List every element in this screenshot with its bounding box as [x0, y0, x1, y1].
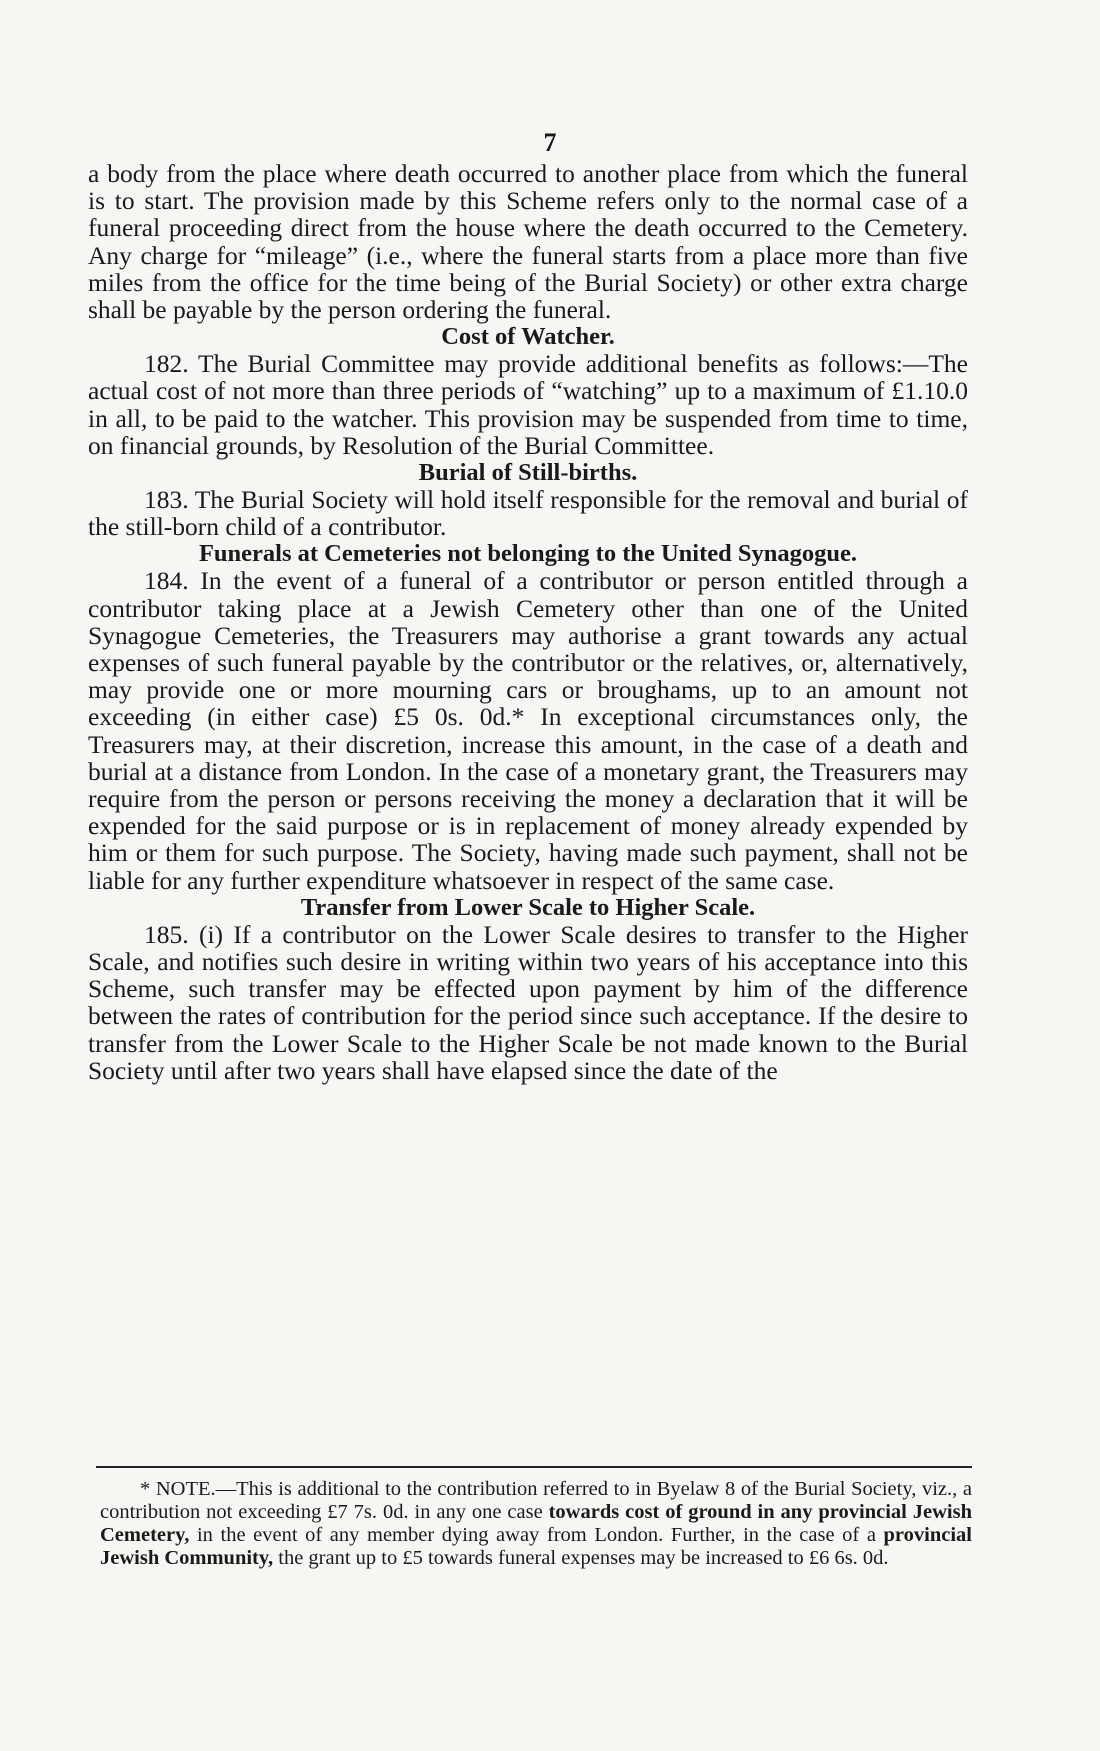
continuation-paragraph: a body from the place where death occurred to another place from which the funeral is to start. The provision made by this Scheme refers only to the normal case of a funeral proceeding direct from the house where the death occurred to the Cemetery. Any charge for “mileage” (i.e., where the funeral starts from a place more than five miles from the office for the time being of the Burial Society) or other extra charge shall be payable by the person ordering the funeral.	[88, 159, 968, 325]
paragraph-183: 183. The Burial Society will hold itself responsible for the removal and burial of the still-born child of a contributor.	[88, 485, 968, 542]
footnote	[100, 1478, 972, 1570]
body-text	[88, 160, 968, 1084]
footnote-bold-2: provincial Jewish Community,	[100, 1524, 972, 1569]
heading-transfer-scale: Transfer from Lower Scale to Higher Scale.	[300, 893, 756, 921]
paragraph-185: 185. (i) If a contributor on the Lower Scale desires to transfer to the Higher Scale, and notifies such desire in writing within two years of his acceptance into this Scheme, such transfer may be effected upon payment by him of the difference between the rates of contribution for the period since such acceptance. If the desire to transfer from the Lower Scale to the Higher Scale be not made known to the Burial Society until after two years shall have elapsed since the date of the	[88, 919, 968, 1085]
footnote-part-2: in the event of any member dying away from London. Further, in the case of a	[189, 1524, 884, 1546]
heading-cost-of-watcher: Cost of Watcher.	[441, 323, 615, 351]
footnote-part-1: * NOTE.—This is additional to the contribution referred to in Byelaw 8 of the Burial Society, viz., a contribution not exceeding £7 7s. 0d. in any one case	[100, 1478, 972, 1523]
heading-funerals-other-cemeteries: Funerals at Cemeteries not belonging to the United Synagogue.	[198, 540, 858, 568]
heading-burial-of-still-births: Burial of Still-births.	[418, 459, 638, 487]
paragraph-182: 182. The Burial Committee may provide additional benefits as follows:—The actual cost of not more than three periods of “watching” up to a maximum of £1.10.0 in all, to be paid to the watcher. This provision may be suspended from time to time, on financial grounds, by Resolution of the Burial Committee.	[88, 349, 968, 460]
page-number: 7	[543, 128, 557, 157]
footnote-bold-1: towards cost of ground in any provincial Jewish Cemetery,	[100, 1501, 972, 1546]
footnote-text	[100, 1478, 972, 1570]
footnote-rule	[96, 1466, 972, 1468]
footnote-part-3: the grant up to £5 towards funeral expenses may be increased to £6 6s. 0d.	[273, 1547, 889, 1569]
paragraph-184: 184. In the event of a funeral of a contributor or person entitled through a contributor taking place at a Jewish Cemetery other than one of the United Synagogue Cemeteries, the Treasurers may authorise a grant towards any actual expenses of such funeral payable by the contributor or the relatives, or, alternatively, may provide one or more mourning cars or broughams, up to an amount not exceeding (in either case) £5 0s. 0d.* In exceptional circumstances only, the Treasurers may, at their discretion, increase this amount, in the case of a death and burial at a distance from London. In the case of a monetary grant, the Treasurers may require from the person or persons receiving the money a declaration that it will be expended for the said purpose or is in replacement of money already expended by him or them for such purpose. The Society, having made such payment, shall not be liable for any further expenditure whatsoever in respect of the same case.	[88, 566, 968, 895]
